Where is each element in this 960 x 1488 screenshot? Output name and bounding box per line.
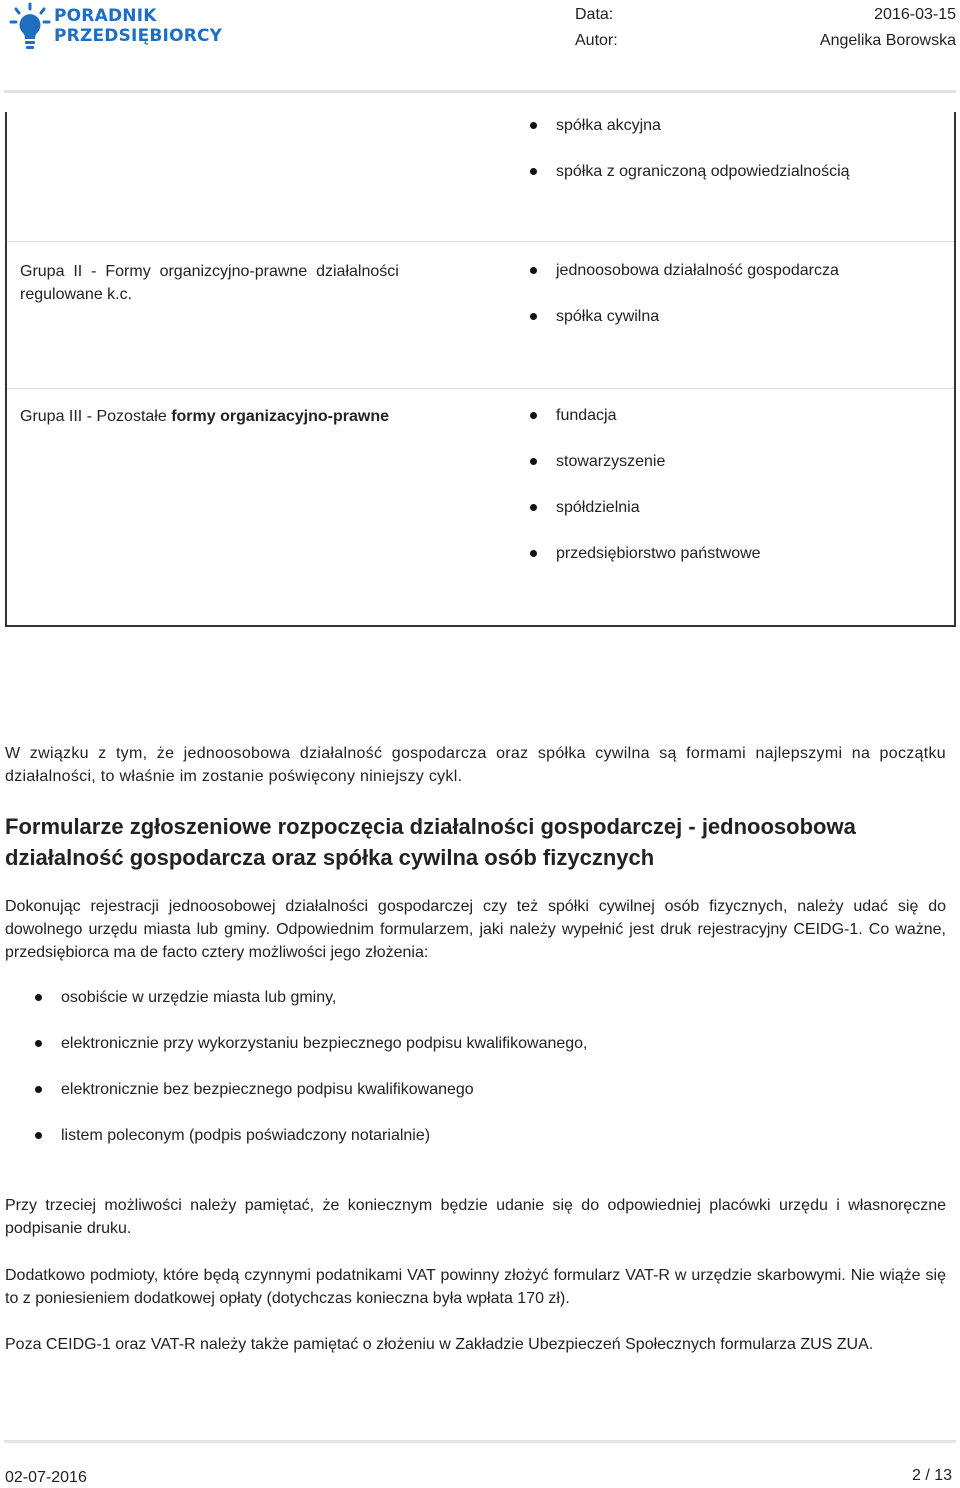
- table-border-right: [954, 112, 956, 627]
- author-value: Angelika Borowska: [819, 32, 956, 49]
- paragraph: Poza CEIDG-1 oraz VAT-R należy także pamiętać o złożeniu w Zakładzie Ubezpieczeń Społecznych formularza ZUS ZUA.: [5, 1336, 874, 1353]
- logo-text: [54, 6, 222, 46]
- group3-title: [20, 405, 389, 428]
- logo-line2: PRZEDSIĘBIORCY: [54, 26, 223, 46]
- group3-title-bold: formy organizacyjno-prawne: [171, 408, 390, 425]
- list-item: spółka cywilna: [530, 307, 659, 327]
- author-label: Autor:: [575, 32, 618, 49]
- list-item: spółka z ograniczoną odpowiedzialnością: [530, 162, 850, 182]
- group2-title: [20, 260, 450, 306]
- header-divider: [4, 90, 956, 93]
- page-number: 2 / 13: [911, 1467, 952, 1484]
- table-border-bottom: [5, 625, 956, 627]
- intro-paragraph: W związku z tym, że jednoosobowa działalność gospodarcza oraz spółka cywilna są formami najlepszymi na początku działalności, to właśnie im zostanie poświęcony niniejszy cykl.: [5, 745, 946, 785]
- date-value: 2016-03-15: [874, 6, 956, 23]
- logo: [8, 2, 52, 57]
- list-item: elektronicznie przy wykorzystaniu bezpiecznego podpisu kwalifikowanego,: [35, 1034, 588, 1054]
- section-heading: Formularze zgłoszeniowe rozpoczęcia działalności gospodarczej - jednoosobowa działalność gospodarcza oraz spółka cywilna osób fizycznych: [5, 814, 856, 870]
- list-item: elektronicznie bez bezpiecznego podpisu kwalifikowanego: [35, 1080, 474, 1100]
- list-item: spółka akcyjna: [530, 116, 661, 136]
- paragraph: Dokonując rejestracji jednoosobowej działalności gospodarczej czy też spółki cywilnej osób fizycznych, należy udać się do dowolnego urzędu miasta lub gminy. Odpowiednim formularzem, jaki należy wypełnić jest druk rejestracyjny CEIDG-1. Co ważne, przedsiębiorca ma de facto cztery możliwości jego złożenia:: [5, 898, 946, 961]
- meta-values: [820, 2, 956, 54]
- paragraph: Przy trzeciej możliwości należy pamiętać, że koniecznym będzie udanie się do odpowiedniej placówki urzędu i własnoręczne podpisanie druku.: [5, 1197, 946, 1237]
- meta-labels: [575, 2, 618, 54]
- footer-date: 02-07-2016: [5, 1469, 87, 1486]
- list-item: fundacja: [530, 406, 617, 426]
- group2-title-line1: Grupa II - Formy organizcyjno-prawne działalności: [20, 263, 399, 280]
- group3-title-prefix: Grupa III - Pozostałe: [20, 408, 172, 425]
- footer-divider: [4, 1440, 956, 1443]
- table-row-divider: [7, 241, 954, 242]
- lightbulb-icon: [8, 2, 52, 52]
- list-item: stowarzyszenie: [530, 452, 665, 472]
- list-item: przedsiębiorstwo państwowe: [530, 544, 761, 564]
- list-item: jednoosobowa działalność gospodarcza: [530, 261, 839, 281]
- group2-title-line2: regulowane k.c.: [20, 286, 133, 303]
- logo-line1: PORADNIK: [54, 6, 157, 26]
- list-item: osobiście w urzędzie miasta lub gminy,: [35, 988, 336, 1008]
- date-label: Data:: [575, 6, 614, 23]
- table-row-divider: [7, 388, 954, 389]
- paragraph: Dodatkowo podmioty, które będą czynnymi podatnikami VAT powinny złożyć formularz VAT-R w urzędzie skarbowymi. Nie wiąże się to z poniesieniem dodatkowej opłaty (dotychczas konieczna była wpłata 170 zł).: [5, 1267, 946, 1307]
- table-border-left: [5, 112, 7, 627]
- list-item: listem poleconym (podpis poświadczony notarialnie): [35, 1126, 430, 1146]
- list-item: spółdzielnia: [530, 498, 640, 518]
